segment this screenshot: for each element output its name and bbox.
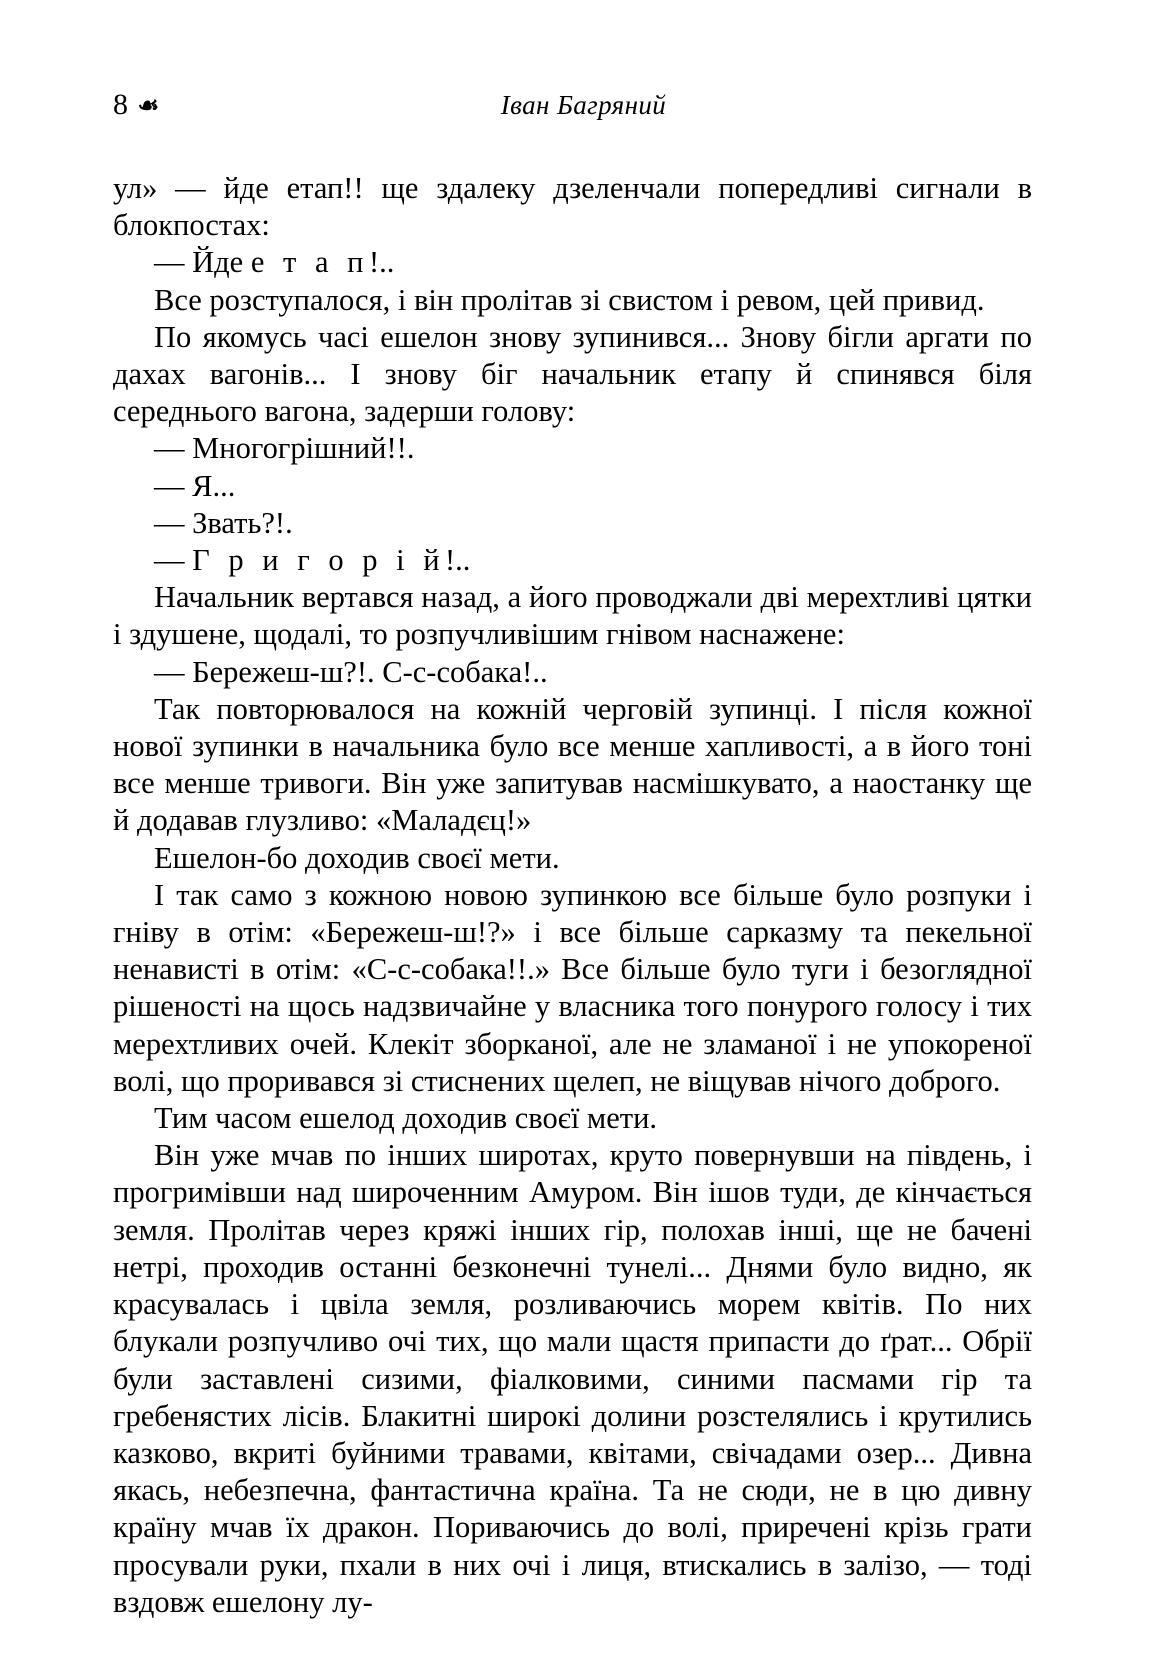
paragraph: Начальник вертався назад, а його проводжали дві мерехтливі цятки і здушене, щодалі, то розпучливішим гнівом наснажене:: [113, 580, 1032, 652]
paragraph-runover: Він уже мчав по інших широтах, круто повернувши на південь, і прогримівши над широченним Амуром. Він ішов туди, де кінчається земля. Пролітав через кряжі інших гір, полохав інші, ще не бачені нетрі, проходив останні безконечні тунелі... Днями було видно, як красувалась і цвіла земля, розливаючись морем квітів. По них блукали розпучливо очі тих, що мали щастя припасти до ґрат... Обрії були заставлені сизими, фіалковими, синими пасмами гір та гребенястих лісів. Блакитні широкі долини розстелялись і крутились казково, вкриті буйними травами, квітами, свічадами озер... Дивна якась, небезпечна, фантастична країна. Та не сюди, не в цю дивну країну мчав їх дракон. Пориваючись до волі, приречені крізь грати просували руки, пхали в них очі і лиця, втискались в залізо, — тоді вздовж ешелону лу-: [113, 1138, 1032, 1619]
dialogue-line: — Я...: [154, 468, 236, 503]
dialogue-spaced-word: Г р и г о р і й: [192, 543, 446, 578]
paragraph-continued: ул» — йде етап!! ще здалеку дзеленчали попередливі сигнали в блокпостах:: [113, 171, 1032, 243]
paragraph: І так само з кожною новою зупинкою все більше було розпуки і гніву в отім: «Бережеш-ш!?» і все більше сарказму та пекельної ненависті в отім: «С-с-собака!!.» Все більше було туги і безоглядної рішеності на щось надзвичайне у власника того понурого голосу і тих мерехтливих очей. Клекіт зборканої, але не зламаної і не упокореної волі, що проривався зі стиснених щелеп, не віщував нічого доброго.: [113, 877, 1032, 1098]
dialogue-line: [113, 244, 1032, 281]
fleuron-ornament-icon: ☙: [136, 93, 160, 118]
paragraph: Ешелон-бо доходив своєї мети.: [154, 840, 560, 875]
page-number: 8: [113, 88, 129, 121]
running-title: Іван Багряний: [500, 90, 667, 120]
dialogue-suffix: !..: [445, 543, 471, 578]
paragraph: По якомусь часі ешелон знову зупинився... Знову бігли аргати по дахах вагонів... І знову біг начальник етапу й спинявся біля середнього вагона, задерши голову:: [113, 319, 1032, 429]
dialogue-line: — Бережеш-ш?!. С-с-собака!..: [154, 654, 548, 689]
dialogue-prefix: —: [154, 543, 193, 578]
paragraph: Тим часом ешелод доходив своєї мети.: [154, 1101, 658, 1136]
dialogue-prefix: — Йде: [154, 245, 251, 280]
paragraph: Так повторювалося на кожній черговій зупинці. І після кожної нової зупинки в начальника було все менше хапливості, а в його тоні все менше тривоги. Він уже запитував насмішкувато, а наостанку ще й додавав глузливо: «Маладєц!»: [113, 691, 1032, 838]
dialogue-line: — Многогрішний!!.: [154, 431, 415, 466]
paragraph: Все розступалося, і він пролітав зі свистом і ревом, цей привид.: [154, 282, 985, 317]
dialogue-spaced-word: е т а п: [250, 245, 369, 280]
dialogue-line: [113, 542, 1032, 579]
dialogue-suffix: !..: [368, 245, 395, 280]
body-text-block: [113, 170, 1032, 1621]
dialogue-line: — Звать?!.: [154, 505, 293, 540]
running-head: [113, 86, 1030, 132]
